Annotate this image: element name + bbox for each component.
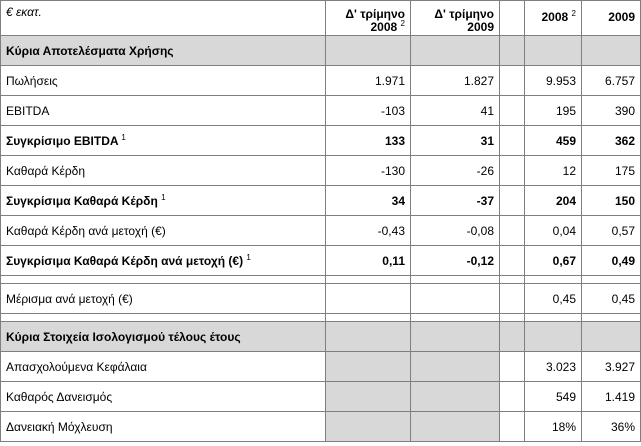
cell-q4-2008: -103: [326, 96, 411, 126]
row-label: Απασχολούμενα Κεφάλαια: [1, 352, 326, 382]
section-row-balance: [1, 322, 641, 352]
spacer-cell: [500, 412, 525, 442]
spacer-cell: [500, 246, 525, 276]
cell-q4-2008: [326, 284, 411, 314]
row-label: Συγκρίσιμο EBITDA $^1$: [1, 126, 326, 156]
table-row-leverage: [1, 412, 641, 442]
row-label: Καθαρά Κέρδη ανά μετοχή (€): [1, 216, 326, 246]
cell-q4-2008: -0,43: [326, 216, 411, 246]
cell-q4-2009: 31: [411, 126, 500, 156]
unit-label: € εκατ.: [1, 1, 326, 36]
col-header-q4-2009: Δ' τρίμηνο 2009: [411, 1, 500, 36]
spacer-cell: [500, 186, 525, 216]
cell-2008: 18%: [525, 412, 582, 442]
table-row-net-debt: [1, 382, 641, 412]
table-row-adj-eps: [1, 246, 641, 276]
cell-2008: 0,67: [525, 246, 582, 276]
table-row-capital: [1, 352, 641, 382]
cell-2008: 0,45: [525, 284, 582, 314]
spacer-cell: [500, 284, 525, 314]
table-row-adj-net-profit: [1, 186, 641, 216]
table-row-ebitda: [1, 96, 641, 126]
spacer-cell: [500, 96, 525, 126]
cell-2009: 150: [582, 186, 641, 216]
cell-2008: 9.953: [525, 66, 582, 96]
spacer-cell: [500, 126, 525, 156]
col-header-2009: 2009: [582, 1, 641, 36]
table-row-sales: [1, 66, 641, 96]
cell-q4-2009: -0,08: [411, 216, 500, 246]
row-label: Πωλήσεις: [1, 66, 326, 96]
cell-2009: 0,49: [582, 246, 641, 276]
cell-q4-2009: -0,12: [411, 246, 500, 276]
table-row-eps: [1, 216, 641, 246]
row-label: EBITDA: [1, 96, 326, 126]
cell-q4-2009: [411, 284, 500, 314]
cell-2009: 362: [582, 126, 641, 156]
spacer-cell: [500, 382, 525, 412]
spacer-cell: [500, 1, 525, 36]
cell-2009: 0,57: [582, 216, 641, 246]
cell-q4-2008: 1.971: [326, 66, 411, 96]
table-row-dps: [1, 284, 641, 314]
cell-q4-2008: -130: [326, 156, 411, 186]
cell-2008: 3.023: [525, 352, 582, 382]
spacer-cell: [500, 156, 525, 186]
cell-q4-2009: -26: [411, 156, 500, 186]
section-title: Κύρια Αποτελέσματα Χρήσης: [1, 36, 326, 66]
col-header-2008: 2008 $^2$: [525, 1, 582, 36]
spacer-row: [1, 276, 641, 284]
col-header-q4-2008: Δ' τρίμηνο 2008 $^2$: [326, 1, 411, 36]
spacer-cell: [500, 216, 525, 246]
cell-2009: 36%: [582, 412, 641, 442]
table-header-row: [1, 1, 641, 36]
cell-2008: 459: [525, 126, 582, 156]
cell-2009: 390: [582, 96, 641, 126]
row-label: Καθαρά Κέρδη: [1, 156, 326, 186]
cell-q4-2008: 0,11: [326, 246, 411, 276]
row-label: Δανειακή Μόχλευση: [1, 412, 326, 442]
cell-2008: 12: [525, 156, 582, 186]
cell-q4-2009: 1.827: [411, 66, 500, 96]
cell-q4-2009: 41: [411, 96, 500, 126]
row-label: Καθαρός Δανεισμός: [1, 382, 326, 412]
cell-2008: 549: [525, 382, 582, 412]
row-label: Συγκρίσιμα Καθαρά Κέρδη ανά μετοχή (€) $^1$: [1, 246, 326, 276]
spacer-cell: [500, 352, 525, 382]
cell-q4-2009: -37: [411, 186, 500, 216]
spacer-cell: [500, 66, 525, 96]
row-label: Μέρισμα ανά μετοχή (€): [1, 284, 326, 314]
cell-2009: 1.419: [582, 382, 641, 412]
cell-q4-2008: 34: [326, 186, 411, 216]
section-row-results: [1, 36, 641, 66]
cell-2008: 195: [525, 96, 582, 126]
cell-2009: 0,45: [582, 284, 641, 314]
cell-2009: 175: [582, 156, 641, 186]
spacer-row: [1, 314, 641, 322]
section-title: Κύρια Στοιχεία Ισολογισμού τέλους έτους: [1, 322, 326, 352]
cell-2009: 6.757: [582, 66, 641, 96]
table-row-adj-ebitda: [1, 126, 641, 156]
cell-2008: 0,04: [525, 216, 582, 246]
cell-q4-2008: 133: [326, 126, 411, 156]
table-row-net-profit: [1, 156, 641, 186]
cell-2009: 3.927: [582, 352, 641, 382]
cell-2008: 204: [525, 186, 582, 216]
row-label: Συγκρίσιμα Καθαρά Κέρδη $^1$: [1, 186, 326, 216]
